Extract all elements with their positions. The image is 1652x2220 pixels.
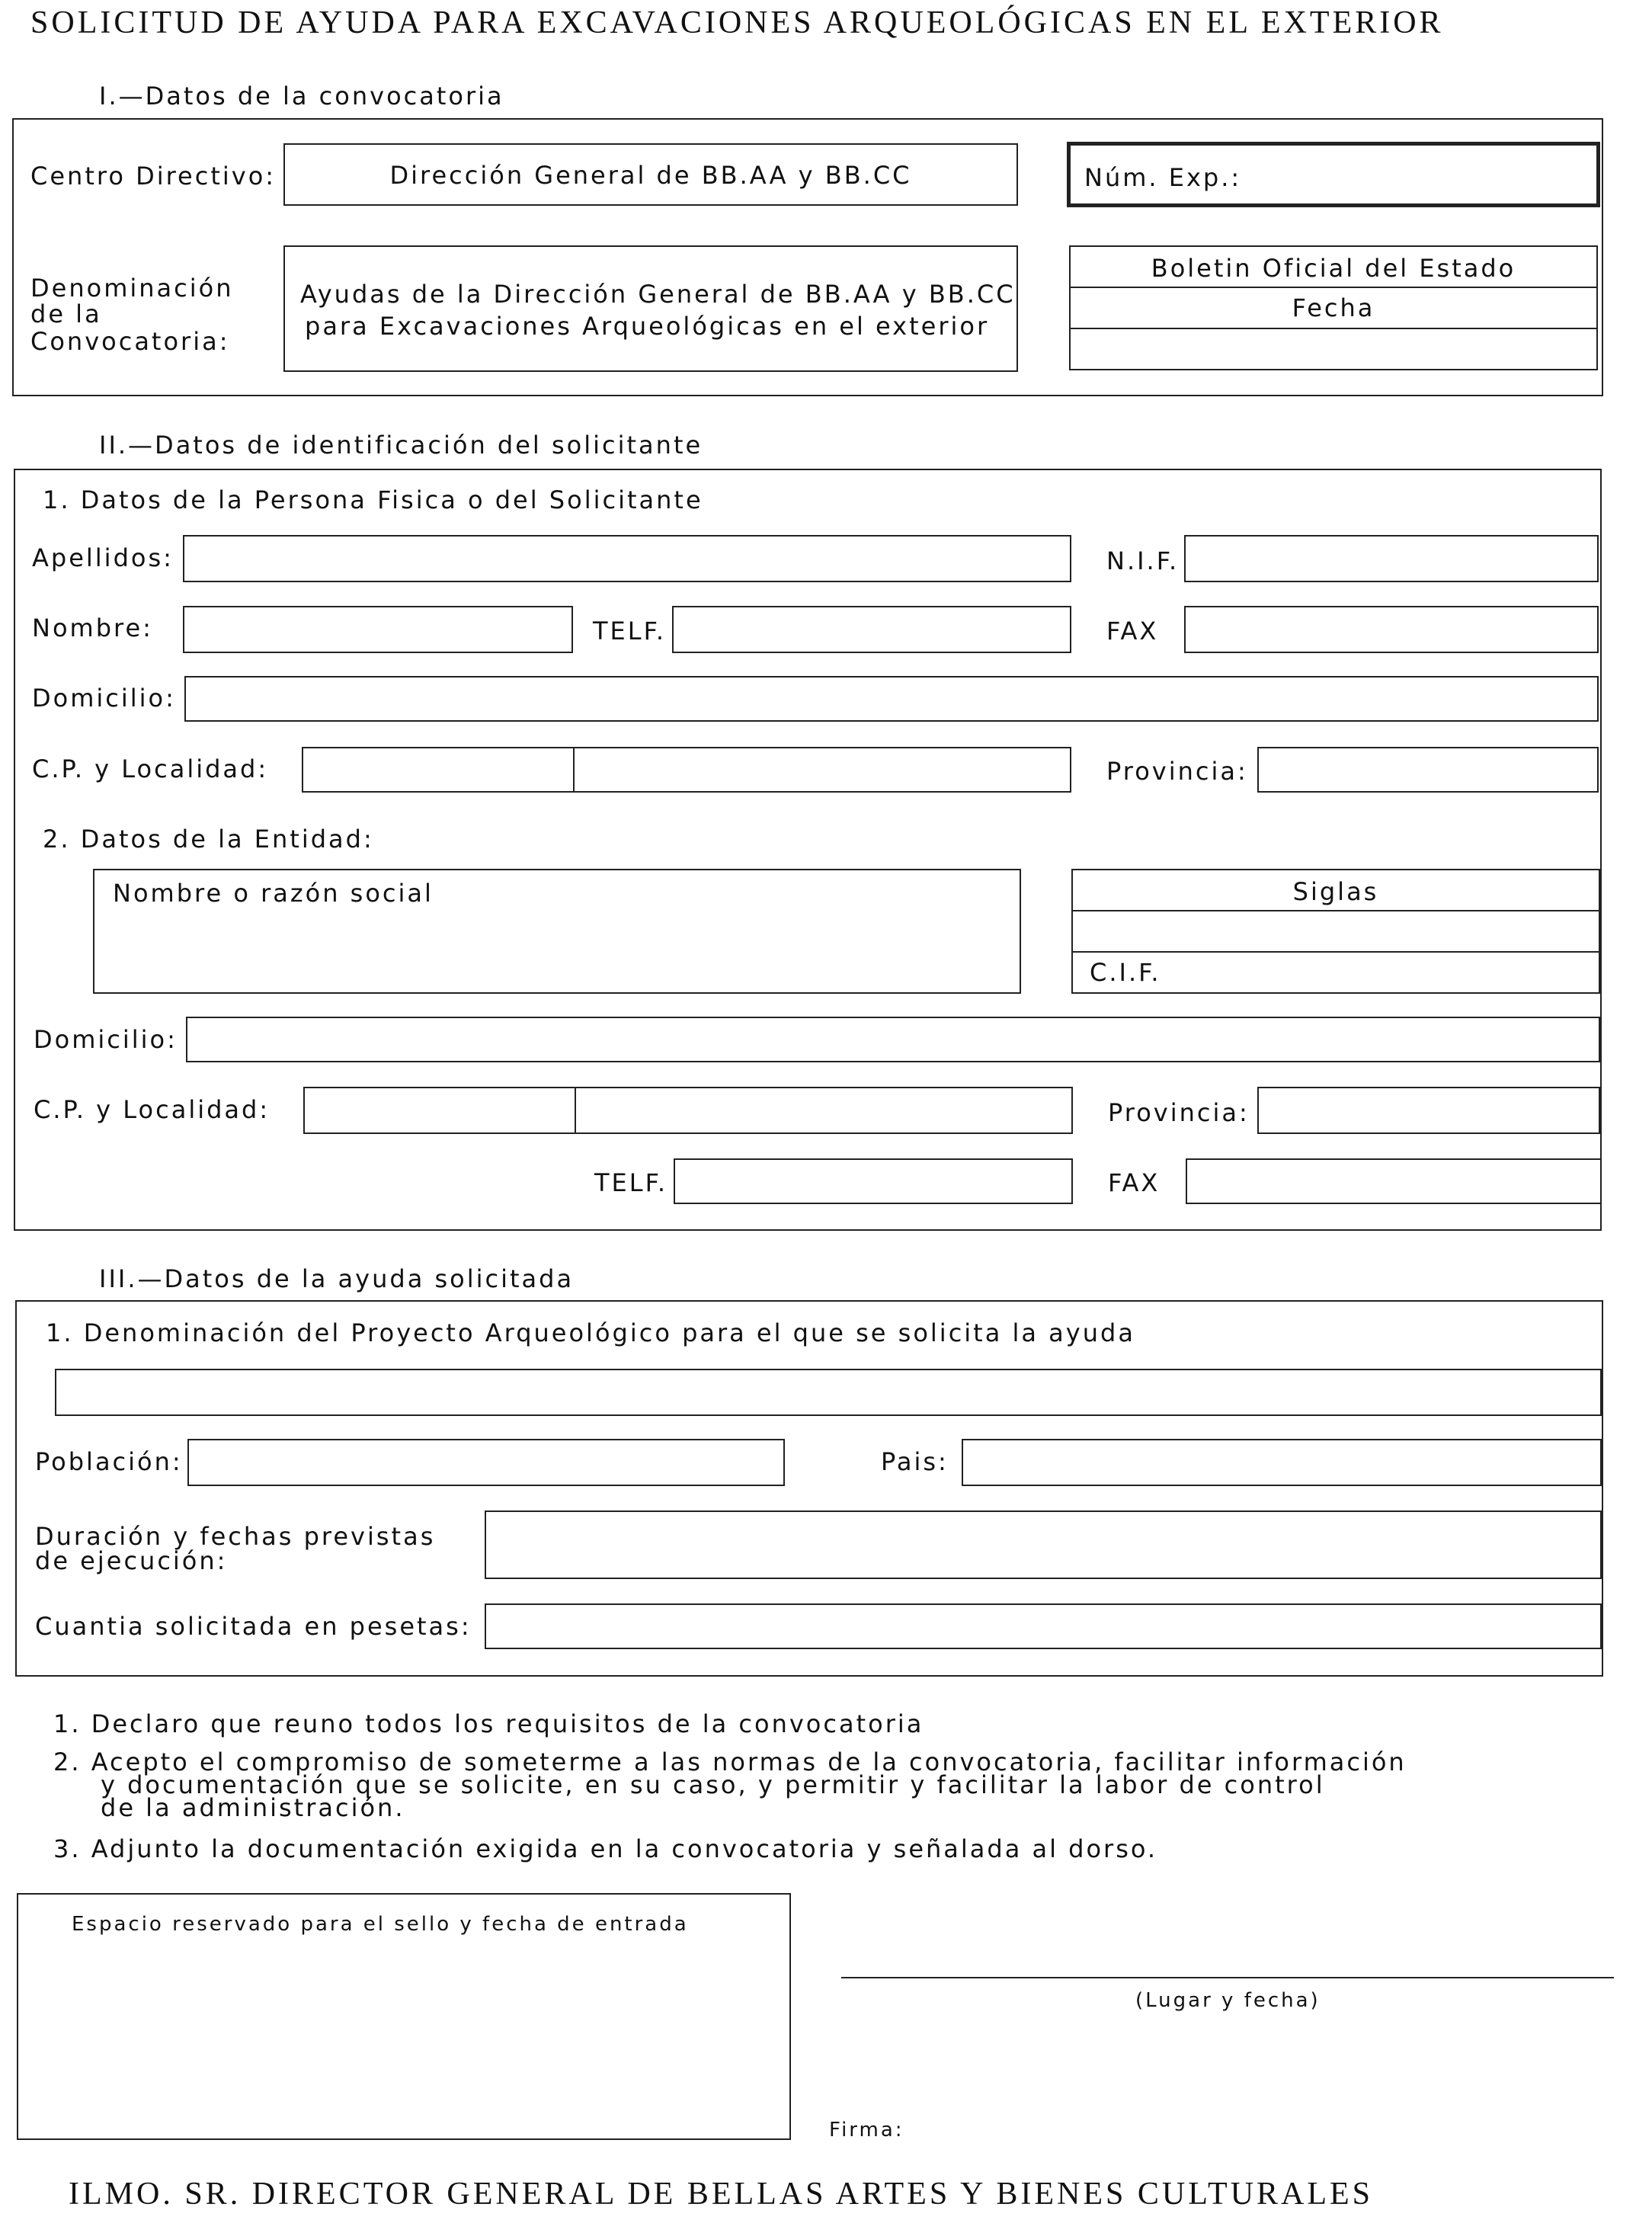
- declaration-2-line-3: de la administración.: [101, 1793, 405, 1822]
- entidad-telf-label: TELF.: [594, 1168, 668, 1197]
- domicilio-label: Domicilio:: [32, 684, 176, 713]
- num-exp-label: Núm. Exp.:: [1084, 163, 1242, 192]
- entidad-fax-input[interactable]: [1186, 1158, 1602, 1204]
- fax-label: FAX: [1106, 617, 1159, 645]
- entidad-telf-input[interactable]: [674, 1158, 1073, 1204]
- denominacion-value-2: para Excavaciones Arqueológicas en el exterior: [305, 312, 990, 341]
- razon-social-field[interactable]: [93, 869, 1021, 994]
- duracion-label-2: de ejecución:: [35, 1546, 228, 1575]
- nombre-input[interactable]: [183, 606, 573, 653]
- entidad-provincia-input[interactable]: [1257, 1087, 1600, 1134]
- telf-input[interactable]: [672, 606, 1071, 653]
- cuantia-label: Cuantia solicitada en pesetas:: [35, 1612, 472, 1641]
- firma-label: Firma:: [829, 2119, 904, 2142]
- entidad-cp-divider: [575, 1088, 576, 1132]
- section-1-heading: I.—Datos de la convocatoria: [99, 82, 504, 111]
- siglas-divider-2: [1073, 951, 1599, 953]
- boletin-fecha-field[interactable]: [1074, 332, 1593, 366]
- declaration-2-line-1: 2. Acepto el compromiso de someterme a las normas de la convocatoria, facilitar información: [53, 1747, 1407, 1776]
- proyecto-subheading: 1. Denominación del Proyecto Arqueológico para el que se solicita la ayuda: [46, 1318, 1135, 1347]
- entidad-fax-label: FAX: [1108, 1168, 1161, 1197]
- boletin-box: [1069, 245, 1598, 370]
- denominacion-label-3: Convocatoria:: [30, 327, 230, 356]
- addressee: ILMO. SR. DIRECTOR GENERAL DE BELLAS ARTES Y BIENES CULTURALES: [69, 2177, 1374, 2212]
- entidad-cp-localidad-label: C.P. y Localidad:: [34, 1095, 271, 1124]
- fecha-label: Fecha: [1292, 293, 1375, 322]
- lugar-fecha-label: (Lugar y fecha): [1135, 1989, 1321, 2012]
- provincia-label: Provincia:: [1106, 757, 1248, 786]
- lugar-fecha-line[interactable]: [841, 1977, 1614, 1978]
- razon-social-label: Nombre o razón social: [113, 879, 434, 908]
- nombre-label: Nombre:: [32, 613, 153, 642]
- apellidos-label: Apellidos:: [32, 543, 174, 572]
- cp-divider: [573, 748, 575, 791]
- proyecto-input[interactable]: [55, 1369, 1602, 1416]
- boletin-divider-1: [1071, 287, 1596, 288]
- entidad-cp-localidad-input[interactable]: [303, 1087, 1073, 1134]
- denominacion-label-1: Denominación: [30, 274, 234, 303]
- entidad-provincia-label: Provincia:: [1108, 1098, 1250, 1127]
- denominacion-field[interactable]: [283, 245, 1018, 372]
- entidad-subheading: 2. Datos de la Entidad:: [43, 825, 374, 854]
- telf-label: TELF.: [593, 617, 667, 645]
- centro-directivo-value: Dirección General de BB.AA y BB.CC: [389, 161, 912, 190]
- centro-directivo-label: Centro Directivo:: [30, 162, 277, 191]
- pais-label: Pais:: [881, 1447, 949, 1476]
- centro-directivo-field[interactable]: [283, 143, 1018, 206]
- poblacion-label: Población:: [35, 1447, 183, 1476]
- siglas-cif-box: [1071, 869, 1600, 994]
- pais-input[interactable]: [962, 1439, 1602, 1486]
- entidad-domicilio-label: Domicilio:: [34, 1025, 178, 1054]
- duracion-label-1: Duración y fechas previstas: [35, 1522, 436, 1551]
- denominacion-label-2: de la: [30, 300, 102, 328]
- cuantia-input[interactable]: [485, 1603, 1602, 1649]
- domicilio-input[interactable]: [184, 676, 1599, 722]
- num-exp-field[interactable]: [1067, 142, 1600, 207]
- sello-box: [17, 1893, 791, 2140]
- nif-input[interactable]: [1184, 535, 1599, 582]
- provincia-input[interactable]: [1257, 747, 1599, 793]
- duracion-input[interactable]: [485, 1510, 1602, 1579]
- persona-subheading: 1. Datos de la Persona Fisica o del Solicitante: [43, 485, 703, 514]
- siglas-divider-1: [1073, 910, 1599, 911]
- boletin-divider-2: [1071, 328, 1596, 329]
- fax-input[interactable]: [1184, 606, 1599, 653]
- cp-localidad-label: C.P. y Localidad:: [32, 754, 269, 783]
- declaration-3: 3. Adjunto la documentación exigida en la convocatoria y señalada al dorso.: [53, 1834, 1158, 1863]
- boletin-label: Boletin Oficial del Estado: [1151, 254, 1516, 283]
- siglas-input[interactable]: [1076, 913, 1596, 947]
- siglas-label: Siglas: [1292, 877, 1379, 906]
- denominacion-value-1: Ayudas de la Dirección General de BB.AA y BB.CC: [300, 280, 1016, 309]
- poblacion-input[interactable]: [187, 1439, 785, 1486]
- declaration-2-line-2: y documentación que se solicite, en su caso, y permitir y facilitar la labor de control: [101, 1770, 1325, 1799]
- declaration-1: 1. Declaro que reuno todos los requisitos de la convocatoria: [53, 1709, 924, 1738]
- cif-label: C.I.F.: [1090, 958, 1161, 987]
- section-2-heading: II.—Datos de identificación del solicitante: [99, 431, 703, 460]
- cp-localidad-input[interactable]: [302, 747, 1071, 793]
- nif-label: N.I.F.: [1106, 546, 1180, 575]
- apellidos-input[interactable]: [183, 535, 1071, 582]
- section-3-heading: III.—Datos de la ayuda solicitada: [99, 1264, 575, 1293]
- form-title: SOLICITUD DE AYUDA PARA EXCAVACIONES ARQUEOLÓGICAS EN EL EXTERIOR: [30, 5, 1444, 40]
- entidad-domicilio-input[interactable]: [186, 1017, 1600, 1062]
- sello-label: Espacio reservado para el sello y fecha de entrada: [72, 1913, 689, 1936]
